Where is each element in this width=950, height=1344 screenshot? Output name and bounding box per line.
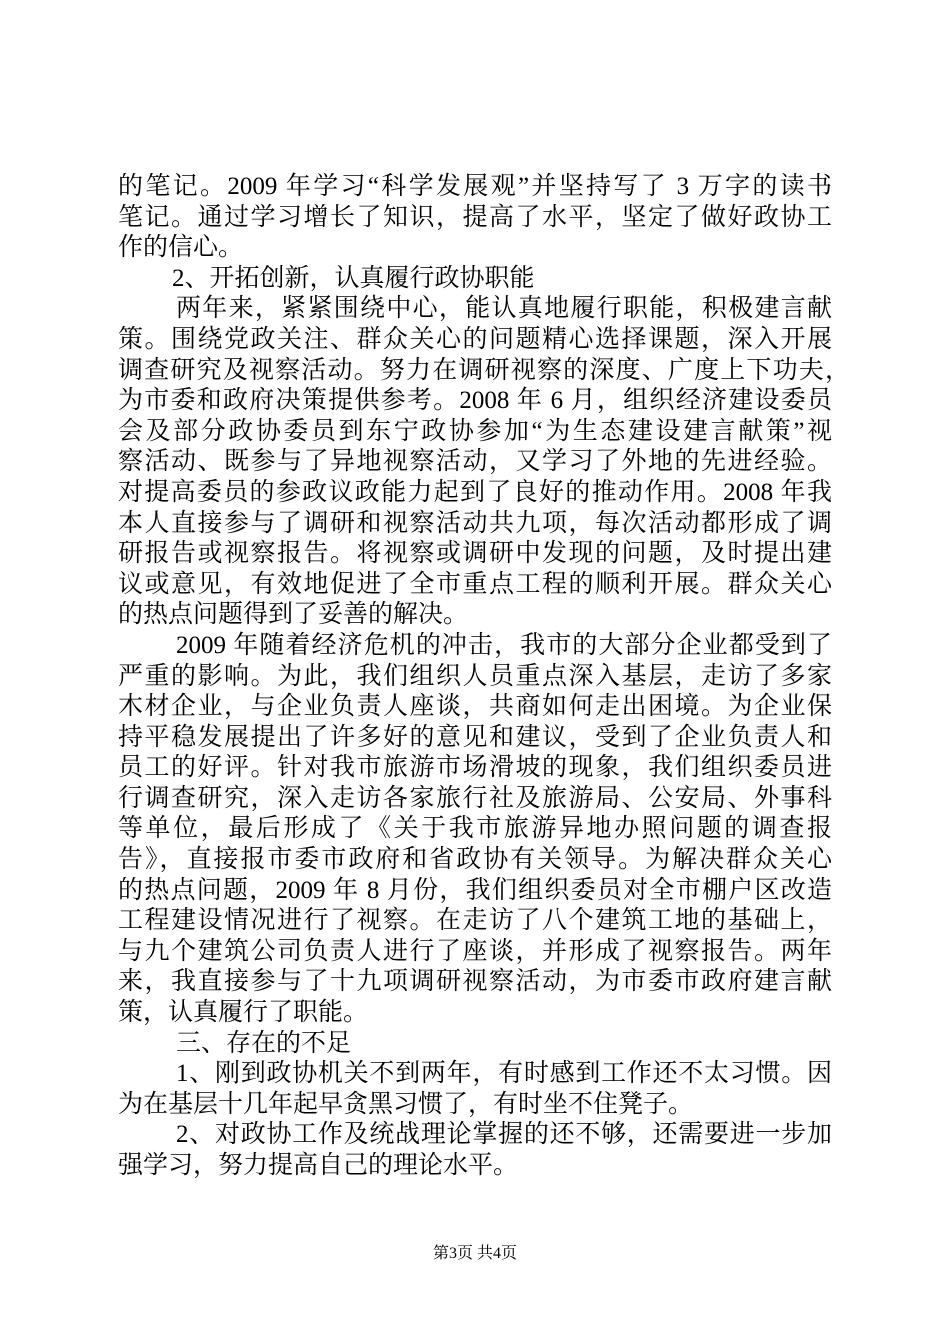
text-line: 议或意见，有效地促进了全市重点工程的顺利开展。群众关心	[118, 570, 832, 598]
text-line: 笔记。通过学习增长了知识，提高了水平，坚定了做好政协工	[118, 203, 832, 231]
text-line: 持平稳发展提出了许多好的意见和建议，受到了企业负责人和	[118, 723, 832, 751]
text-line: 作的信心。	[118, 234, 244, 262]
text-line: 2、对政协工作及统战理论掌握的还不够，还需要进一步加	[176, 1121, 832, 1149]
text-line: 策。围绕党政关注、群众关心的问题精心选择课题，深入开展	[118, 325, 832, 353]
text-line: 会及部分政协委员到东宁政协参加“为生态建设建言献策”视	[118, 417, 832, 445]
text-line: 对提高委员的参政议政能力起到了良好的推动作用。2008 年我	[118, 478, 832, 506]
paragraph	[118, 1120, 858, 1181]
section-heading: 2、开拓创新，认真履行政协职能	[172, 264, 535, 292]
text-line: 本人直接参与了调研和视察活动共九项，每次活动都形成了调	[118, 509, 832, 537]
text-line: 强学习，努力提高自己的理论水平。	[118, 1152, 519, 1179]
text-line: 的笔记。2009 年学习“科学发展观”并坚持写了 3 万字的读书	[118, 173, 832, 200]
document-body	[118, 172, 858, 1182]
text-line: 来，我直接参与了十九项调研视察活动，为市委市政府建言献	[118, 968, 832, 996]
text-line: 调查研究及视察活动。努力在调研视察的深度、广度上下功夫，	[118, 356, 850, 384]
text-line: 行调查研究，深入走访各家旅行社及旅游局、公安局、外事科	[118, 784, 832, 812]
text-line: 研报告或视察报告。将视察或调研中发现的问题，及时提出建	[118, 540, 832, 568]
paragraph	[118, 294, 858, 631]
text-line: 察活动、既参与了异地视察活动，又学习了外地的先进经验。	[118, 448, 832, 476]
text-line: 告》，直接报市委市政府和省政协有关领导。为解决群众关心	[118, 846, 832, 874]
text-line: 的热点问题得到了妥善的解决。	[118, 601, 469, 629]
section-heading: 三、存在的不足	[176, 1029, 352, 1057]
paragraph	[118, 172, 858, 264]
text-line: 与九个建筑公司负责人进行了座谈，并形成了视察报告。两年	[118, 937, 832, 965]
text-line: 木材企业，与企业负责人座谈，共商如何走出困境。为企业保	[118, 693, 832, 721]
text-line: 等单位，最后形成了《关于我市旅游异地办照问题的调查报	[118, 815, 832, 843]
page-number-footer: 第3页 共4页	[432, 1245, 517, 1262]
text-line: 严重的影响。为此，我们组织人员重点深入基层，走访了多家	[118, 662, 832, 690]
text-line: 2009 年随着经济危机的冲击，我市的大部分企业都受到了	[176, 631, 832, 659]
text-line: 策，认真履行了职能。	[118, 999, 369, 1027]
paragraph	[118, 1059, 858, 1120]
paragraph	[118, 631, 858, 1029]
text-line: 的热点问题，2009 年 8 月份，我们组织委员对全市棚户区改造	[118, 876, 832, 904]
text-line: 员工的好评。针对我市旅游市场滑坡的现象，我们组织委员进	[118, 754, 832, 782]
paragraph	[118, 1029, 858, 1060]
text-line: 1、刚到政协机关不到两年，有时感到工作还不太习惯。因	[176, 1060, 832, 1088]
text-line: 两年来，紧紧围绕中心，能认真地履行职能，积极建言献	[176, 295, 832, 323]
paragraph	[118, 264, 858, 295]
text-line: 工程建设情况进行了视察。在走访了八个建筑工地的基础上，	[118, 907, 832, 935]
text-line: 为市委和政府决策提供参考。2008 年 6 月，组织经济建设委员	[118, 387, 832, 415]
text-line: 为在基层十几年起早贪黑习惯了，有时坐不住凳子。	[118, 1090, 694, 1118]
